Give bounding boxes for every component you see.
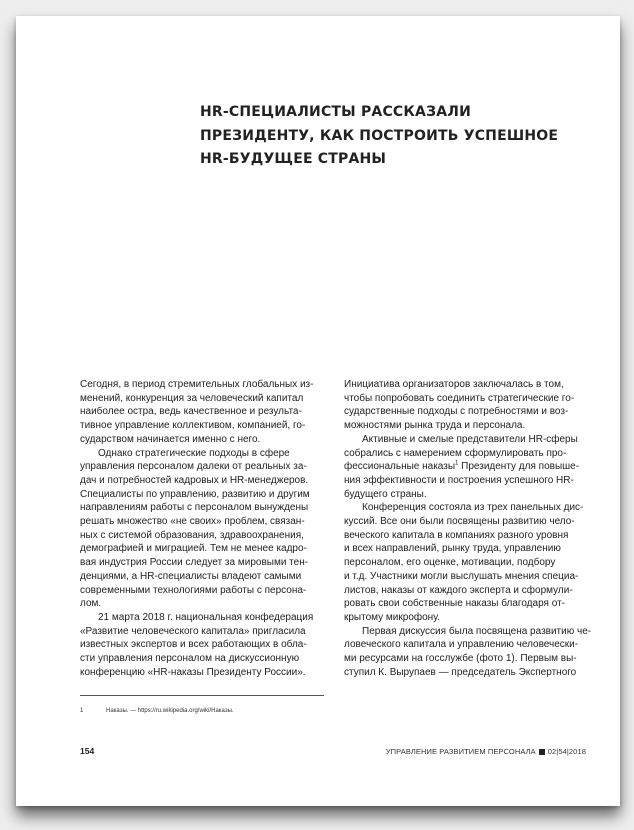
text-line: ми ресурсами на госслужбе (фото 1). Первым вы- [344, 653, 577, 665]
text-line: и т.д. Участники могли выслушать мнения специа- [344, 570, 579, 582]
text-line: менений, конкуренция за человеческий капитал [80, 392, 304, 404]
text-line: управления персоналом далеки от реальных за- [80, 461, 307, 473]
text-line: и всех направлений, рынку труда, управлению [344, 543, 561, 555]
text-line: тивное управление коллективом, компанией, го- [80, 420, 306, 432]
text-line: можностями рынка труда и персонала. [344, 420, 526, 432]
text-line: ния эффективности и построения успешного HR- [344, 474, 574, 486]
text-line: листов, наказы от каждого эксперта и сформули- [344, 584, 573, 596]
text-line: будущего страны. [344, 488, 427, 500]
text-fragment: фессиональные наказы [344, 461, 456, 473]
text-line: конференцию «HR-наказы Президенту России». [80, 666, 306, 678]
text-line: собрались с намерением сформулировать про- [344, 447, 567, 459]
footnote [80, 708, 234, 714]
text-line: демографией и миграцией. Тем не менее кадро- [80, 543, 307, 555]
text-line: ступил К. Вырупаев — председатель Экспертного [344, 666, 577, 678]
text-line: дач и потребностей кадровых и HR-менеджеров. [80, 474, 309, 486]
article-title [200, 101, 600, 172]
footnote-reference[interactable]: 1 [455, 460, 459, 467]
text-line: денциями, а HR-специалисты владеют самыми [80, 570, 302, 582]
text-line: известных экспертов и всех работающих в обла- [80, 639, 307, 651]
text-line: куссий. Все они были посвящены развитию чело- [344, 516, 575, 528]
text-line: Сегодня, в период стремительных глобальных из- [80, 379, 314, 390]
text-line: ловеческого капитала и управлению человечески- [344, 639, 579, 651]
page-number: 154 [80, 746, 95, 756]
text-line: Конференция состояла из трех панельных дис- [362, 502, 584, 514]
text-line: персоналом, его оценке, мотивации, подбору [344, 557, 556, 569]
title-line: HR-БУДУЩЕЕ СТРАНЫ [200, 151, 387, 167]
text-line: 21 марта 2018 г. национальная конфедерация [98, 611, 314, 623]
text-line: лом. [80, 598, 102, 610]
text-line: направлениям работы с персоналом вынуждены [80, 502, 309, 514]
text-line: ных с системой образования, здравоохранения, [80, 529, 304, 541]
text-line: веческого капитала в компаниях разного уровня [344, 529, 569, 541]
text-line: Инициатива организаторов заключалась в том, [344, 379, 564, 390]
text-line: сти управления персоналом на дискуссионную [80, 653, 300, 665]
text-line: Однако стратегические подходы в сфере [98, 447, 290, 459]
title-line: HR-СПЕЦИАЛИСТЫ РАССКАЗАЛИ [200, 104, 471, 120]
text-line: «Развитие человеческого капитала» пригласила [80, 625, 306, 637]
text-line: наиболее остра, ведь качественное и результа- [80, 406, 302, 418]
square-separator-icon [539, 749, 545, 755]
text-line: ровать свои собственные наказы благодаря от- [344, 598, 565, 610]
text-line: сударственные подходы с потребностями и воз- [344, 406, 569, 418]
magazine-page [16, 16, 620, 806]
text-line: крытому микрофону. [344, 611, 440, 623]
text-fragment: Президенту для повыше- [458, 461, 580, 473]
left-column [80, 378, 322, 679]
text-line: Специалисты по управлению, развитию и другим [80, 488, 310, 500]
title-line: ПРЕЗИДЕНТУ, КАК ПОСТРОИТЬ УСПЕШНОЕ [200, 127, 559, 144]
text-line: решать множество «не своих» проблем, связан- [80, 516, 305, 528]
footnote-text: Наказы. — https://ru.wikipedia.org/wiki/Наказы. [106, 708, 234, 714]
text-line: вая индустрия России следует за мировыми тен- [80, 557, 309, 569]
right-column [344, 378, 592, 679]
text-line: Первая дискуссия была посвящена развитию че- [362, 625, 592, 637]
text-line-with-footnote [344, 460, 586, 474]
text-line: Активные и смелые представители HR-сферы [362, 433, 578, 445]
running-footer [386, 747, 586, 756]
text-line: современными технологиями работы с персона- [80, 584, 307, 596]
footnote-number: 1 [80, 708, 84, 714]
text-line: сударством начинается именно с него. [80, 433, 261, 445]
journal-name: УПРАВЛЕНИЕ РАЗВИТИЕМ ПЕРСОНАЛА [385, 747, 536, 756]
issue-number: 02|54|2018 [547, 747, 586, 756]
footnote-divider [80, 695, 324, 696]
text-line: чтобы попробовать соединить стратегические го- [344, 392, 575, 404]
